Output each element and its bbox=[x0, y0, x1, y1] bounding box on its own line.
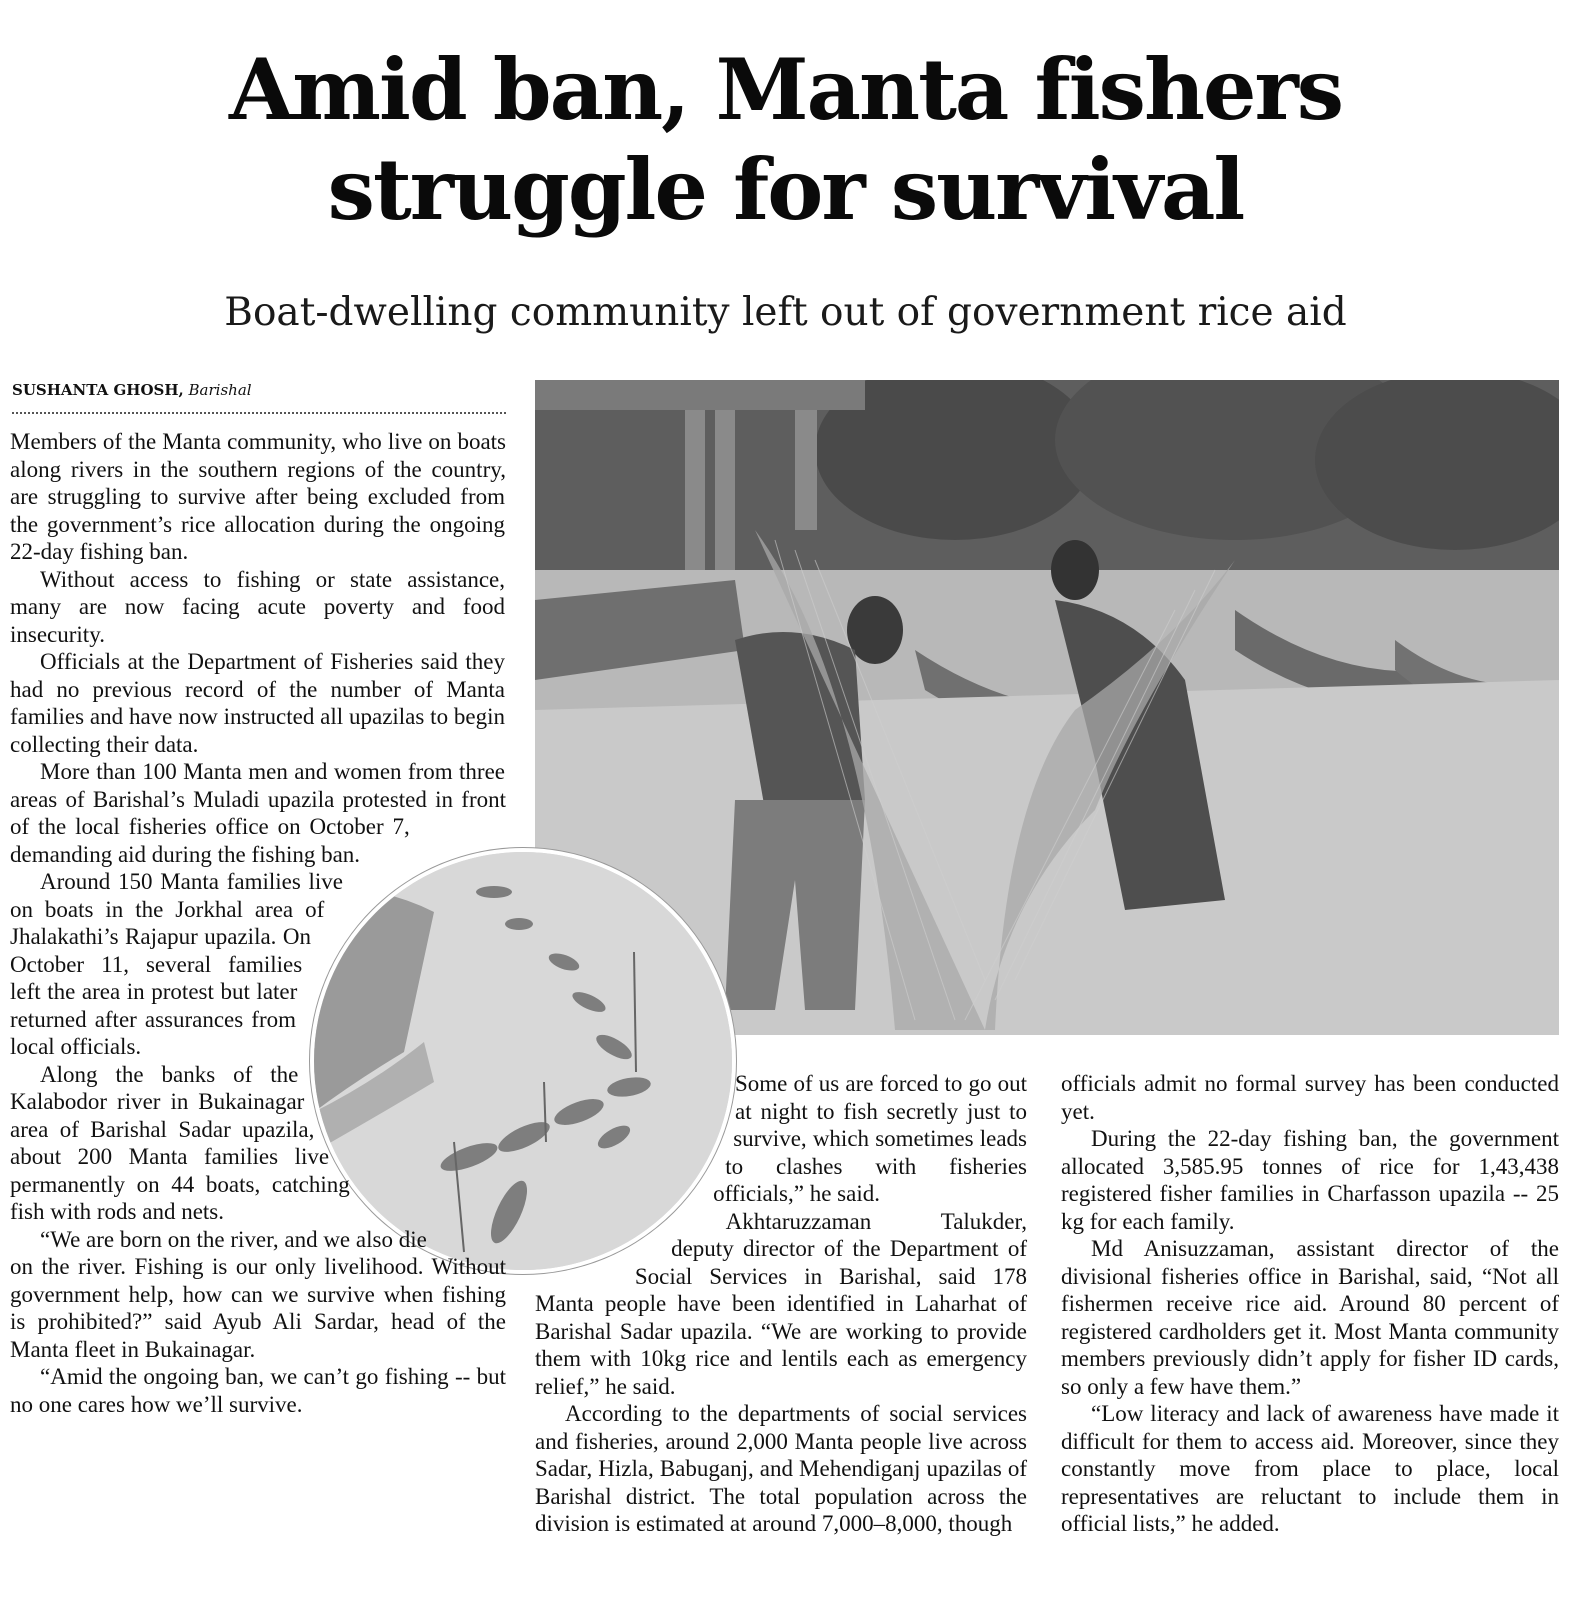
paragraph: officials admit no formal survey has been conducted yet. bbox=[1061, 1071, 1559, 1124]
byline-location: Barishal bbox=[188, 381, 252, 399]
paragraph: During the 22-day fishing ban, the government allocated 3,585.95 tonnes of rice for 1,43,438 registered fisher families in Charfasson upazila -- 25 kg for each family. bbox=[1061, 1126, 1559, 1234]
bridge-pillar bbox=[795, 410, 817, 530]
byline-author: SUSHANTA GHOSH, bbox=[12, 381, 184, 399]
paragraph: “Amid the ongoing ban, we can’t go fishing -- but no one cares how we’ll survive. bbox=[10, 1364, 506, 1417]
paragraph: According to the departments of social services and fisheries, around 2,000 Manta people live across Sadar, Hizla, Babuganj, and Mehendiganj upazilas of Barishal district. The total population across the division is estimated at around 7,000–8,000, though bbox=[535, 1401, 1027, 1536]
bridge-pillar bbox=[715, 410, 735, 570]
paragraph: Without access to fishing or state assistance, many are now facing acute poverty and food insecurity. bbox=[10, 566, 505, 647]
paragraph: Around 150 Manta families live on boats in the Jorkhal area of Jhalakathi’s Rajapur upazila. On October 11, several families left the area in protest but later returned after assurances from local officials. bbox=[10, 869, 344, 1059]
headline-line-1: Amid ban, Manta fishers bbox=[228, 40, 1343, 139]
article-column-2 bbox=[535, 1070, 1027, 1538]
boat bbox=[505, 918, 533, 930]
headline bbox=[0, 40, 1571, 240]
byline bbox=[12, 380, 252, 400]
article-column-1 bbox=[10, 428, 506, 1418]
fisher-man-head bbox=[847, 596, 903, 664]
paragraph: More than 100 Manta men and women from three areas of Barishal’s Muladi upazila protested in front of the local fisheries office on October 7, demanding aid during the fishing ban. bbox=[10, 759, 506, 867]
headline-line-2: struggle for survival bbox=[327, 140, 1244, 239]
paragraph: Officials at the Department of Fisheries said they had no previous record of the number of Manta families and have now instructed all upazilas to begin collecting their data. bbox=[10, 649, 505, 757]
paragraph: “We are born on the river, and we also die on the river. Fishing is our only livelihood. Without government help, how can we survive when fishing is prohibited?” said Ayub Ali Sardar, head of the Manta fleet in Bukainagar. bbox=[10, 1226, 506, 1362]
fisher-woman-head bbox=[1051, 540, 1099, 600]
bridge-pillar bbox=[685, 410, 705, 570]
paragraph: Akhtaruzzaman Talukder, deputy director of the Department of Social Services in Barishal, said 178 Manta people have been identified in Laharhat of Barishal Sadar upazila. “We are working to provide them with 10kg rice and lentils each as emergency relief,” he said. bbox=[535, 1208, 1027, 1399]
paragraph: Along the banks of the Kalabodor river in Bukainagar area of Barishal Sadar upazila, about 200 Manta families live permanently on 44 boats, catching fish with rods and nets. bbox=[10, 1061, 350, 1224]
paragraph: Md Anisuzzaman, assistant director of the divisional fisheries office in Barishal, said, “Not all fishermen receive rice aid. Around 80 percent of registered cardholders get it. Most Manta community members previously didn’t apply for fisher ID cards, so only a few have them.” bbox=[1061, 1236, 1559, 1399]
paragraph: Some of us are forced to go out at night to fish secretly just to survive, which sometimes leads to clashes with fisheries officials,” he said. bbox=[713, 1071, 1027, 1206]
article-column-3 bbox=[1061, 1070, 1559, 1538]
paragraph: Members of the Manta community, who live on boats along rivers in the southern regions of the country, are struggling to survive after being excluded from the government’s rice allocation during the ongoing 22-day fishing ban. bbox=[10, 429, 506, 564]
byline-divider bbox=[12, 412, 506, 414]
subheadline: Boat-dwelling community left out of government rice aid bbox=[224, 290, 1347, 335]
paragraph: “Low literacy and lack of awareness have made it difficult for them to access aid. Moreover, since they constantly move from place to place, local representatives are reluctant to include them in official lists,” he added. bbox=[1061, 1401, 1559, 1536]
bridge-deck bbox=[535, 380, 865, 410]
